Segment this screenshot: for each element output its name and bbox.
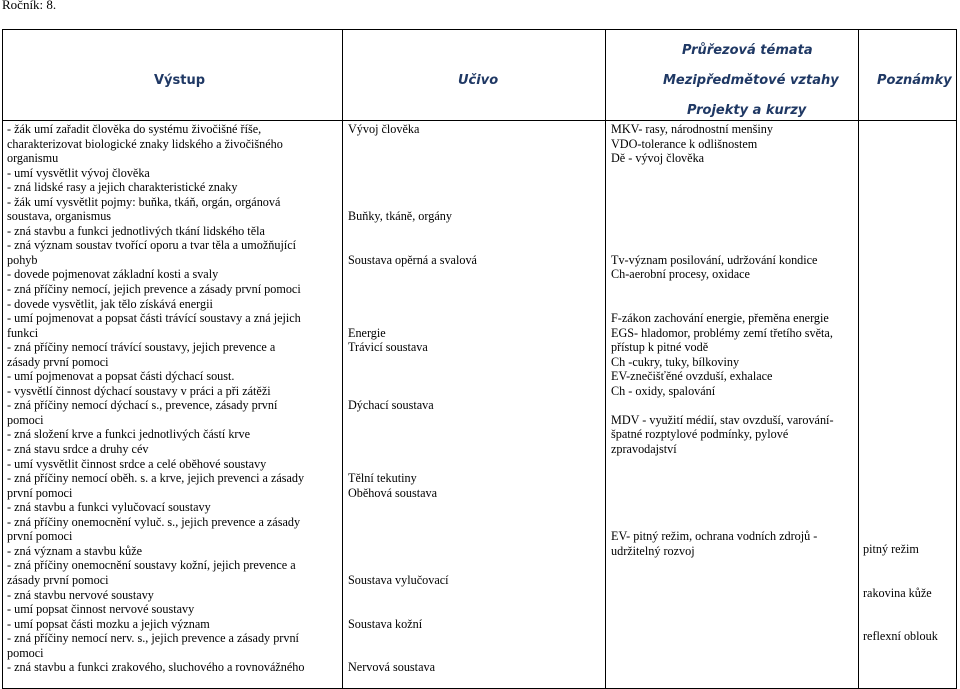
prurezova-line: EV-znečišťěné ovzduší, exhalace [611,369,773,384]
ucivo-column [348,122,610,675]
poznamky-line [863,600,957,615]
ucivo-line [348,297,610,312]
ucivo-line [348,267,610,282]
ucivo-line [348,529,610,544]
ucivo-line [348,427,610,442]
ucivo-line [348,166,610,181]
vystup-line: první pomoci [7,485,73,500]
prurezova-line: MKV- rasy, národnostní menšiny [611,122,773,136]
vystup-line: - zná stavbu a funkci vylučovací soustavy [7,500,211,515]
vystup-line: - žák umí vysvětlit pojmy: buňka, tkáň, orgán, orgánová [7,194,281,209]
vystup-line: - zná příčiny onemocnění vyluč. s., jejich prevence a zásady [7,514,301,529]
ucivo-line [348,631,610,646]
ucivo-line [348,137,610,152]
vystup-line: organismu [7,151,59,166]
prurezova-line [611,500,861,515]
header-divider [2,120,957,121]
poznamky-line [863,571,957,586]
ucivo-line: Vývoj člověka [348,122,420,136]
ucivo-line: Soustava kožní [348,616,423,631]
vystup-line: funkci [7,325,39,340]
header-poznamky: Poznámky [877,73,952,88]
ucivo-line [348,413,610,428]
prurezova-line: F-zákon zachování energie, přeměna energie [611,311,829,326]
prurezova-line: zpravodajství [611,442,677,457]
prurezova-line: přístup k pitné vodě [611,340,709,355]
vystup-line: - umí pojmenovat a popsat části dýchací soust. [7,369,235,384]
vystup-line: zásady první pomoci [7,572,109,587]
ucivo-line [348,588,610,603]
vystup-line: - zná stavbu a funkci zrakového, sluchového a rovnovážného [7,660,305,675]
vystup-line: - zná složení krve a funkci jednotlivých částí krve [7,427,250,442]
prurezova-line [611,180,861,195]
vystup-line: zásady první pomoci [7,354,109,369]
prurezova-line [611,224,861,239]
vystup-line: - zná stavu srdce a druhy cév [7,442,149,457]
ucivo-line [348,180,610,195]
poznamky-line [863,615,957,630]
vystup-line: - dovede vysvětlit, jak tělo získává energii [7,296,213,311]
prurezova-line: MDV - využití médií, stav ovzduší, varování- [611,412,834,427]
ucivo-line [348,355,610,370]
vystup-line: - umí pojmenovat a popsat části trávící soustavy a zná jejich [7,311,301,326]
vystup-line: pohyb [7,252,38,267]
ucivo-line: Nervová soustava [348,660,435,675]
ucivo-line [348,457,610,472]
ucivo-line: Buňky, tkáně, orgány [348,209,452,224]
vystup-line: - zná příčiny onemocnění soustavy kožní, jejich prevence a [7,558,296,573]
prurezova-line [611,471,861,486]
vystup-line: - zná příčiny nemocí nerv. s., jejich prevence a zásady první [7,631,299,646]
vystup-line: charakterizovat biologické znaky lidského a živočišného [7,136,283,151]
ucivo-line [348,500,610,515]
vystup-line: pomoci [7,645,44,660]
vystup-line: - umí popsat části mozku a jejich význam [7,616,210,631]
prurezova-line: Dě - vývoj člověka [611,151,705,166]
prurezova-line [611,398,861,413]
ucivo-line [348,195,610,210]
ucivo-line [348,646,610,661]
vystup-line: - zná příčiny nemocí oběh. s. a krve, jejich prevenci a zásady [7,471,305,486]
ucivo-line [348,151,610,166]
prurezova-line: Tv-význam posilování, udržování kondice [611,252,818,267]
prurezova-line: EGS- hladomor, problémy zemí třetího světa, [611,325,833,340]
prurezova-line [611,238,861,253]
ucivo-line: Tělní tekutiny [348,471,417,486]
poznamky-line: pitný režim [863,542,919,556]
vystup-line: - umí popsat činnost nervové soustavy [7,602,195,617]
ucivo-line [348,515,610,530]
prurezova-line: EV- pitný režim, ochrana vodních zdrojů - [611,529,818,544]
vystup-line: pomoci [7,412,44,427]
vystup-line: - zná příčiny nemocí, jejich prevence a zásady první pomoci [7,282,301,297]
prurezova-line [611,486,861,501]
vystup-line: - umí vysvětlit vývoj člověka [7,165,150,180]
vystup-line: - zná stavbu a funkci jednotlivých tkání lidského těla [7,223,265,238]
poznamky-column [863,542,957,644]
grade-label: Ročník: 8. [2,0,57,12]
vystup-column [7,122,342,675]
prurezova-line [611,166,861,181]
prurezova-line: špatné rozptylové podmínky, pylové [611,427,789,442]
ucivo-line [348,558,610,573]
poznamky-line [863,557,957,572]
ucivo-line [348,224,610,239]
ucivo-line: Soustava vylučovací [348,572,449,587]
vystup-line: - dovede pojmenovat základní kosti a svaly [7,267,219,282]
vystup-line: soustava, organismus [7,209,112,224]
prurezova-line: Ch -cukry, tuky, bílkoviny [611,354,740,369]
vystup-line: - zná význam a stavbu kůže [7,543,143,558]
ucivo-line: Dýchací soustava [348,398,434,413]
prurezova-line: udržitelný rozvoj [611,543,695,558]
vystup-line: - zná lidské rasy a jejich charakteristické znaky [7,180,238,195]
prurezova-line: Ch-aerobní procesy, oxidace [611,267,750,282]
prurezova-line [611,515,861,530]
prurezova-line: Ch - oxidy, spalování [611,383,716,398]
vystup-line: - umí vysvětlit činnost srdce a celé oběhové soustavy [7,456,267,471]
prurezova-line [611,282,861,297]
ucivo-line: Trávicí soustava [348,340,428,355]
header-ucivo: Učivo [458,73,499,88]
prurezova-line [611,209,861,224]
ucivo-line: Energie [348,325,386,340]
header-vystup: Výstup [154,73,206,88]
header-projekty-a-kurzy: Projekty a kurzy [687,103,807,118]
header-mezipredmetove-vztahy: Mezipředmětové vztahy [663,73,839,88]
ucivo-line [348,544,610,559]
header-prurezova-temata: Průřezová témata [682,43,813,58]
prurezova-line [611,297,861,312]
vystup-line: - zná příčiny nemocí trávící soustavy, jejich prevence a [7,340,276,355]
ucivo-line: Soustava opěrná a svalová [348,252,477,267]
vystup-line: - vysvětlí činnost dýchací soustavy v práci a při zátěži [7,383,271,398]
vystup-line: - zná příčiny nemocí dýchací s., prevence, zásady první [7,398,278,413]
poznamky-line: rakovina kůže [863,585,932,600]
ucivo-line [348,311,610,326]
ucivo-line [348,384,610,399]
prurezova-column [611,122,861,558]
vystup-line: první pomoci [7,529,73,544]
prurezova-line [611,195,861,210]
prurezova-line: VDO-tolerance k odlišnostem [611,136,758,151]
poznamky-line: reflexní oblouk [863,629,938,644]
ucivo-line [348,442,610,457]
prurezova-line [611,457,861,472]
column-divider [342,29,343,689]
vystup-line: - zná stavbu nervové soustavy [7,587,154,602]
vystup-line: - žák umí zařadit člověka do systému živočišné říše, [7,122,262,136]
ucivo-line [348,369,610,384]
vystup-line: - zná význam soustav tvořící oporu a tvar těla a umožňující [7,238,297,253]
ucivo-line: Oběhová soustava [348,485,438,500]
ucivo-line [348,282,610,297]
ucivo-line [348,602,610,617]
ucivo-line [348,238,610,253]
